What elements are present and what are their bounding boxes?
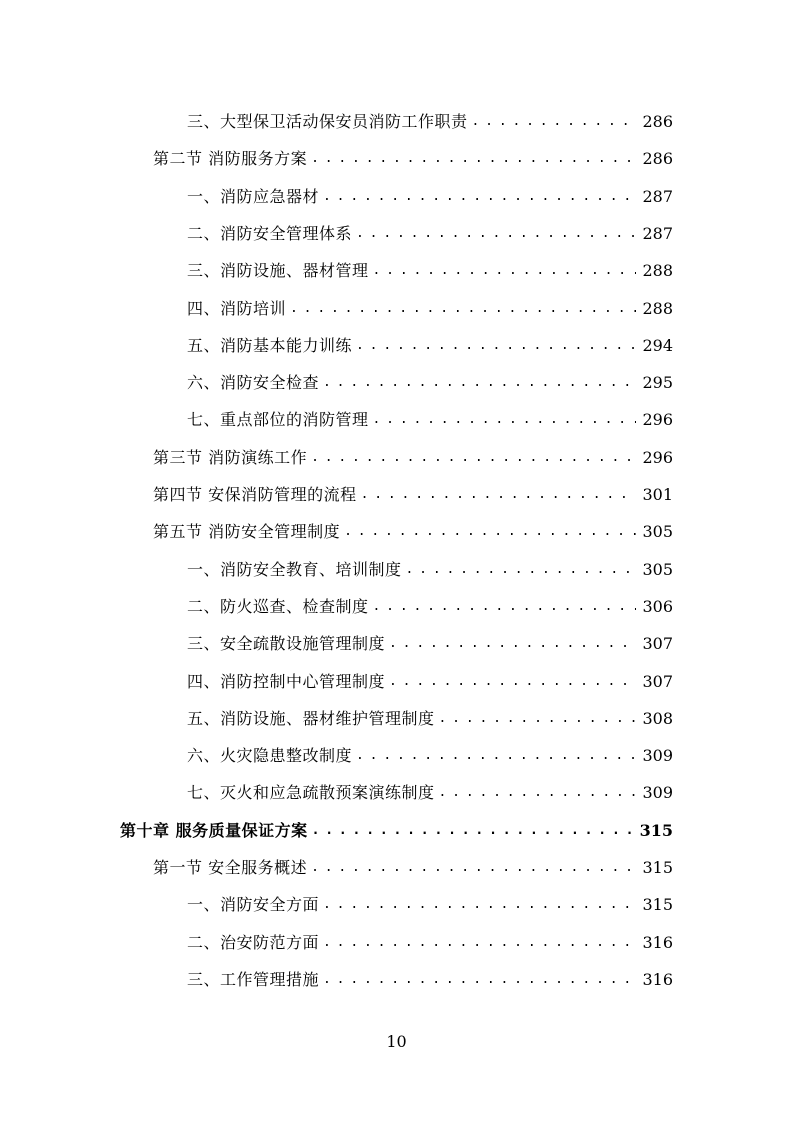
toc-entry-page: 288	[642, 298, 673, 318]
toc-entry-page: 296	[642, 410, 673, 430]
toc-entry-page: 307	[642, 634, 673, 654]
toc-entry[interactable]	[187, 703, 673, 729]
toc-entry-label: 第十章 服务质量保证方案	[120, 820, 308, 840]
toc-entry[interactable]	[187, 554, 673, 580]
toc-entry-label: 三、安全疏散设施管理制度	[187, 634, 386, 654]
toc-entry-label: 五、消防基本能力训练	[187, 335, 353, 355]
toc-entry-label: 第五节 消防安全管理制度	[153, 522, 341, 542]
toc-dot-leader	[323, 187, 636, 207]
toc-dot-leader	[373, 410, 637, 430]
toc-entry[interactable]	[187, 218, 673, 244]
toc-dot-leader	[311, 858, 636, 878]
toc-entry-label: 五、消防设施、器材维护管理制度	[187, 708, 435, 728]
toc-entry-page: 309	[642, 746, 673, 766]
toc-entry-page: 308	[642, 708, 673, 728]
toc-entry-page: 294	[642, 335, 673, 355]
toc-dot-leader	[361, 485, 637, 505]
toc-entry[interactable]	[153, 143, 673, 169]
toc-entry-label: 第二节 消防服务方案	[153, 149, 308, 169]
toc-entry[interactable]	[187, 106, 673, 132]
toc-dot-leader	[439, 783, 637, 803]
toc-entry[interactable]	[187, 666, 673, 692]
toc-entry[interactable]	[187, 591, 673, 617]
toc-entry-page: 309	[642, 783, 673, 803]
toc-entry-page: 287	[642, 186, 673, 206]
toc-entry[interactable]	[187, 927, 673, 953]
toc-entry-page: 307	[642, 671, 673, 691]
toc-entry[interactable]	[153, 852, 673, 878]
toc-entry[interactable]	[187, 330, 673, 356]
toc-entry[interactable]	[187, 404, 673, 430]
toc-entry[interactable]	[120, 815, 673, 841]
toc-entry[interactable]	[187, 181, 673, 207]
toc-entry-page: 315	[639, 820, 673, 840]
toc-dot-leader	[406, 560, 637, 580]
toc-entry-label: 一、消防安全教育、培训制度	[187, 559, 402, 579]
toc-dot-leader	[311, 149, 636, 169]
toc-entry-page: 288	[642, 261, 673, 281]
toc-entry[interactable]	[187, 367, 673, 393]
toc-entry[interactable]	[187, 777, 673, 803]
toc-entry[interactable]	[153, 516, 673, 542]
toc-dot-leader	[356, 336, 636, 356]
toc-dot-leader	[323, 970, 636, 990]
toc-entry-page: 305	[642, 522, 673, 542]
toc-entry-label: 第三节 消防演练工作	[153, 447, 308, 467]
toc-dot-leader	[439, 709, 637, 729]
toc-entry-page: 301	[642, 485, 673, 504]
toc-entry-page: 306	[642, 596, 673, 616]
toc-entry[interactable]	[187, 293, 673, 319]
toc-entry-label: 第一节 安全服务概述	[153, 858, 308, 877]
toc-dot-leader	[323, 895, 636, 915]
toc-entry-label: 三、消防设施、器材管理	[187, 261, 369, 281]
toc-entry-label: 三、大型保卫活动保安员消防工作职责	[187, 112, 468, 131]
toc-entry-page: 305	[642, 559, 673, 579]
toc-entry-page: 296	[642, 447, 673, 467]
toc-entry-label: 一、消防安全方面	[187, 895, 320, 915]
toc-entry-label: 六、火灾隐患整改制度	[187, 746, 353, 766]
toc-dot-leader	[472, 112, 637, 132]
toc-entry-label: 三、工作管理措施	[187, 969, 320, 989]
toc-entry-label: 四、消防控制中心管理制度	[187, 671, 386, 691]
toc-entry-label: 第四节 安保消防管理的流程	[153, 485, 357, 504]
toc-entry-page: 287	[642, 223, 673, 243]
toc-entry-label: 四、消防培训	[187, 298, 287, 318]
toc-entry[interactable]	[187, 740, 673, 766]
toc-dot-leader	[389, 634, 636, 654]
toc-entry-page: 286	[642, 112, 673, 131]
toc-entry-page: 295	[642, 373, 673, 393]
toc-entry[interactable]	[187, 964, 673, 990]
toc-dot-leader	[356, 746, 636, 766]
toc-entry-label: 二、防火巡查、检查制度	[187, 596, 369, 616]
toc-entry-page: 316	[642, 932, 673, 952]
toc-dot-leader	[373, 597, 637, 617]
toc-dot-leader	[389, 672, 636, 692]
toc-entry[interactable]	[187, 889, 673, 915]
toc-entry[interactable]	[153, 479, 673, 505]
toc-dot-leader	[323, 933, 636, 953]
toc-entry[interactable]	[153, 442, 673, 468]
toc-entry-page: 316	[642, 969, 673, 989]
toc-dot-leader	[323, 373, 636, 393]
toc-entry-label: 二、消防安全管理体系	[187, 223, 353, 243]
toc-entry[interactable]	[187, 628, 673, 654]
toc-dot-leader	[373, 261, 637, 281]
toc-dot-leader	[344, 522, 636, 542]
toc-entry-label: 一、消防应急器材	[187, 186, 320, 206]
toc-entry-page: 286	[642, 149, 673, 169]
toc-entry-label: 七、灭火和应急疏散预案演练制度	[187, 783, 435, 803]
toc-entry-label: 七、重点部位的消防管理	[187, 410, 369, 430]
toc-entry-page: 315	[642, 895, 673, 915]
page-number: 10	[386, 1032, 407, 1051]
toc-entry[interactable]	[187, 255, 673, 281]
toc-entry-label: 六、消防安全检查	[187, 373, 320, 393]
toc-dot-leader	[311, 448, 636, 468]
toc-entry-label: 二、治安防范方面	[187, 932, 320, 952]
toc-dot-leader	[312, 821, 634, 841]
toc-entry-page: 315	[642, 858, 673, 877]
toc-dot-leader	[356, 224, 636, 244]
toc-dot-leader	[290, 299, 636, 319]
